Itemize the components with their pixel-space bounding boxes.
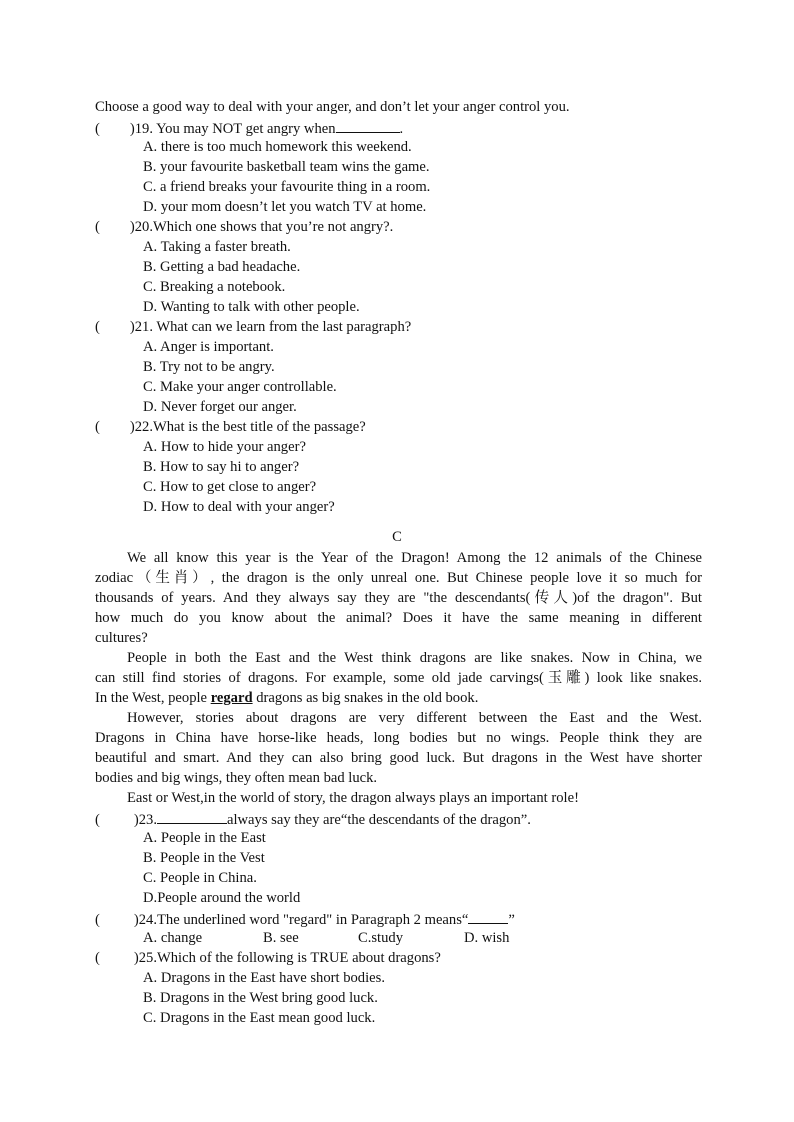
question-22: ( )22.What is the best title of the passage?	[95, 419, 366, 435]
paragraph-1: We all know this year is the Year of the Dragon! Among the 12 animals of the Chinese zodiac（生肖）, the dragon is the only unreal one. But Chinese people love it so much for thousands of years. And they always say they are "the descendants(传人)of the dragon". But how much do you know about the animal? Does it have the same meaning in different cultures?	[95, 550, 702, 646]
option: D. How to deal with your anger?	[143, 499, 335, 515]
option: B. How to say hi to anger?	[143, 459, 300, 475]
option: C. How to get close to anger?	[143, 479, 317, 495]
option-row	[95, 928, 702, 948]
question-23: ( )23. always say they are“the descendants of the dragon”.	[95, 808, 702, 828]
option: A. Taking a faster breath.	[143, 239, 291, 255]
option: C. Breaking a notebook.	[143, 279, 286, 295]
option: C.study	[358, 930, 404, 946]
paragraph-2: People in both the East and the West think dragons are like snakes. Now in China, we can still find stories of dragons. For example, some old jade carvings(玉雕) look like snakes. In the West, people regard dragons as big snakes in the old book.	[95, 650, 702, 706]
answer-blank	[468, 908, 508, 924]
question-25: ( )25.Which of the following is TRUE about dragons?	[95, 950, 441, 966]
option: B. your favourite basketball team wins the game.	[143, 159, 430, 175]
option: B. People in the Vest	[143, 850, 265, 866]
option: A. How to hide your anger?	[143, 439, 306, 455]
option: D. Never forget our anger.	[143, 399, 297, 415]
option: D.People around the world	[143, 890, 301, 906]
question-19: ( )19. You may NOT get angry when .	[95, 117, 702, 137]
option: C. Dragons in the East mean good luck.	[143, 1010, 376, 1026]
section-heading: C	[392, 529, 402, 545]
option: C. People in China.	[143, 870, 257, 886]
option: D. Wanting to talk with other people.	[143, 299, 360, 315]
question-24: ( )24.The underlined word "regard" in Paragraph 2 means“ ”	[95, 908, 702, 928]
paragraph-3: However, stories about dragons are very different between the East and the West. Dragons in China have horse-like heads, long bodies but no wings. People think they are beautiful and smart. And they can also bring good luck. But dragons in the West have shorter bodies and big wings, they often mean bad luck.	[95, 710, 702, 786]
option: A. there is too much homework this weekend.	[143, 139, 412, 155]
option: A. Dragons in the East have short bodies.	[143, 970, 385, 986]
question-21: ( )21. What can we learn from the last paragraph?	[95, 319, 412, 335]
option: B. Dragons in the West bring good luck.	[143, 990, 378, 1006]
option: A. Anger is important.	[143, 339, 274, 355]
option: A. change	[143, 930, 203, 946]
option: B. see	[263, 930, 299, 946]
option: B. Getting a bad headache.	[143, 259, 301, 275]
intro-line: Choose a good way to deal with your anger, and don’t let your anger control you.	[95, 99, 570, 115]
option: C. Make your anger controllable.	[143, 379, 337, 395]
underlined-word: regard	[210, 690, 253, 706]
answer-blank	[157, 808, 227, 824]
question-20: ( )20.Which one shows that you’re not angry?.	[95, 219, 394, 235]
option: D. your mom doesn’t let you watch TV at home.	[143, 199, 427, 215]
answer-blank	[336, 117, 400, 133]
option: A. People in the East	[143, 830, 266, 846]
option: C. a friend breaks your favourite thing in a room.	[143, 179, 431, 195]
option: D. wish	[464, 930, 510, 946]
option: B. Try not to be angry.	[143, 359, 275, 375]
paragraph-4: East or West,in the world of story, the dragon always plays an important role!	[127, 790, 579, 806]
